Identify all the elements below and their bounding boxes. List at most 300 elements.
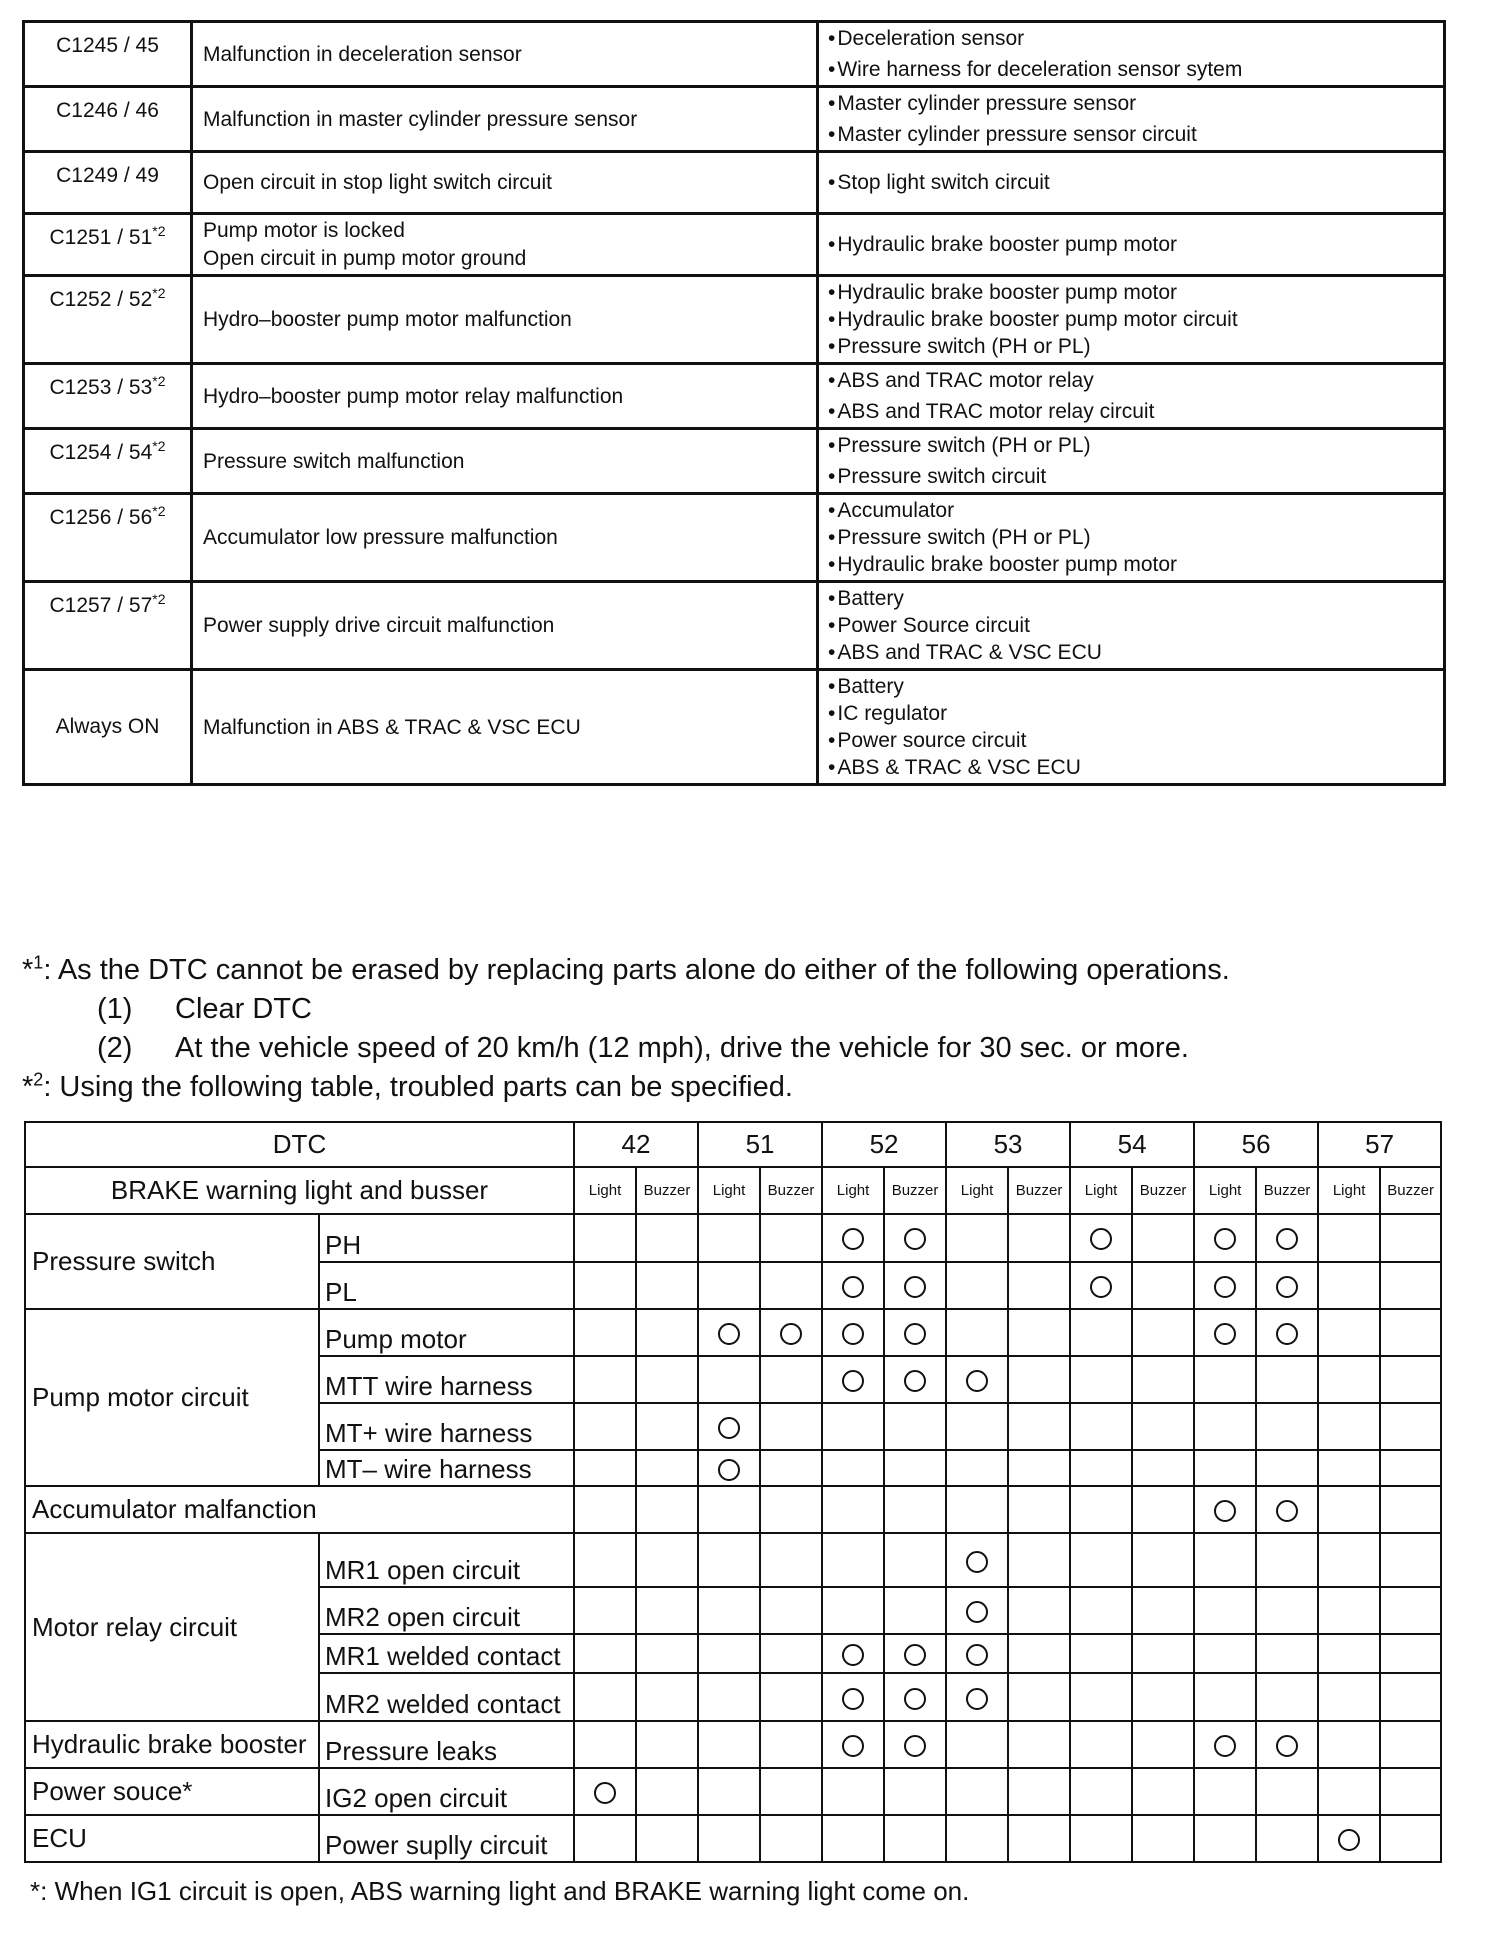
indicator-cell [1008,1486,1070,1533]
indicator-cell [1256,1450,1318,1487]
indicator-cell [946,1309,1008,1356]
indicator-cell [760,1815,822,1862]
component-item: Pump motor [319,1309,574,1356]
indicator-cell [760,1450,822,1487]
trouble-area-item: • Deceleration sensor [828,23,1443,54]
matrix-row [25,1533,1441,1587]
dtc-code: Always ON [55,715,160,738]
dtc-code-note-mark: *2 [152,438,166,454]
indicator-cell [1132,1768,1194,1815]
component-item: MTT wire harness [319,1356,574,1403]
indicator-cell [760,1486,822,1533]
light-label: Light [946,1167,1008,1214]
indicator-cell [1256,1262,1318,1309]
indicator-cell [636,1673,698,1721]
indicator-cell [1318,1486,1380,1533]
indicator-cell [698,1673,760,1721]
indicator-cell [574,1214,636,1262]
indicator-cell [1256,1673,1318,1721]
dtc-parts-cell [818,670,1445,785]
indicator-cell [884,1486,946,1533]
indicator-cell [884,1262,946,1309]
dtc-description: Hydro–booster pump motor malfunction [203,308,572,331]
indicator-cell [760,1214,822,1262]
dtc-row [24,214,1445,276]
indicator-cell [760,1768,822,1815]
indicator-cell [1070,1450,1132,1487]
circle-mark-icon [780,1323,802,1345]
indicator-cell [636,1486,698,1533]
indicator-cell [574,1486,636,1533]
indicator-cell [760,1634,822,1673]
indicator-cell [574,1533,636,1587]
trouble-area-item: • Pressure switch (PH or PL) [828,430,1443,461]
indicator-cell [1070,1309,1132,1356]
indicator-cell [1194,1815,1256,1862]
circle-mark-icon [842,1228,864,1250]
dtc-parts-cell [818,582,1445,670]
indicator-cell [884,1356,946,1403]
footnote: *: When IG1 circuit is open, ABS warning light and BRAKE warning light come on. [30,1876,970,1906]
trouble-area-item: • Hydraulic brake booster pump motor [828,229,1443,260]
indicator-cell [822,1721,884,1768]
indicator-cell [1070,1403,1132,1450]
circle-mark-icon [842,1323,864,1345]
indicator-cell [760,1533,822,1587]
dtc-description-cell [192,582,818,670]
indicator-cell [1194,1262,1256,1309]
step-2-text: At the vehicle speed of 20 km/h (12 mph), drive the vehicle for 30 sec. or more. [175,1032,1189,1064]
indicator-cell [636,1309,698,1356]
warning-header: BRAKE warning light and busser [25,1167,574,1214]
indicator-cell [1318,1450,1380,1487]
indicator-cell [1318,1214,1380,1262]
circle-mark-icon [904,1644,926,1666]
buzzer-label: Buzzer [1256,1167,1318,1214]
indicator-cell [1008,1309,1070,1356]
dtc-description-cell [192,22,818,87]
indicator-cell [946,1214,1008,1262]
indicator-cell [1194,1403,1256,1450]
trouble-area-item: • Pressure switch (PH or PL) [828,524,1443,551]
indicator-cell [698,1768,760,1815]
indicator-cell [1318,1634,1380,1673]
dtc-description: Pressure switch malfunction [203,449,465,473]
indicator-cell [1008,1634,1070,1673]
light-label: Light [1318,1167,1380,1214]
dtc-description-cell [192,494,818,582]
dtc-code: C1254 / 54 [49,441,153,464]
dtc-description-cell [192,364,818,429]
buzzer-label: Buzzer [884,1167,946,1214]
indicator-cell [946,1262,1008,1309]
trouble-area-item: • Hydraulic brake booster pump motor circuit [828,306,1443,333]
indicator-cell [1008,1533,1070,1587]
indicator-cell [1318,1587,1380,1634]
matrix-row [25,1721,1441,1768]
indicator-cell [1194,1486,1256,1533]
indicator-cell [1008,1214,1070,1262]
light-label: Light [574,1167,636,1214]
indicator-cell [1132,1309,1194,1356]
component-group: Pump motor circuit [25,1309,319,1487]
indicator-cell [760,1262,822,1309]
circle-mark-icon [594,1782,616,1804]
indicator-cell [574,1768,636,1815]
indicator-cell [1318,1815,1380,1862]
indicator-cell [574,1450,636,1487]
indicator-cell [822,1634,884,1673]
indicator-cell [574,1587,636,1634]
indicator-cell [574,1721,636,1768]
indicator-cell [884,1214,946,1262]
dtc-code-cell [24,494,192,582]
indicator-cell [822,1450,884,1487]
indicator-cell [1318,1309,1380,1356]
dtc-description: Malfunction in master cylinder pressure sensor [203,107,638,131]
trouble-area-item: • Battery [828,673,1443,700]
dtc-code-cell [24,670,192,785]
dtc-code-note-mark: *2 [152,223,166,239]
circle-mark-icon [1276,1500,1298,1522]
indicator-cell [760,1673,822,1721]
indicator-cell [574,1403,636,1450]
component-group: Motor relay circuit [25,1533,319,1721]
indicator-cell [698,1356,760,1403]
indicator-cell [636,1587,698,1634]
indicator-cell [760,1309,822,1356]
indicator-cell [1256,1486,1318,1533]
indicator-cell [1194,1356,1256,1403]
component-item: MR1 open circuit [319,1533,574,1587]
indicator-cell [1318,1403,1380,1450]
dtc-table [22,20,1446,786]
dtc-code-cell [24,429,192,494]
dtc-code: C1245 / 45 [56,34,159,57]
indicator-cell [1380,1673,1441,1721]
light-label: Light [1070,1167,1132,1214]
indicator-cell [1256,1309,1318,1356]
indicator-cell [822,1768,884,1815]
indicator-cell [884,1634,946,1673]
circle-mark-icon [904,1228,926,1250]
indicator-cell [884,1815,946,1862]
indicator-cell [822,1403,884,1450]
indicator-cell [822,1673,884,1721]
circle-mark-icon [718,1323,740,1345]
component-item: IG2 open circuit [319,1768,574,1815]
dtc-code-cell [24,22,192,87]
indicator-cell [1070,1673,1132,1721]
indicator-cell [822,1587,884,1634]
indicator-cell [1194,1587,1256,1634]
indicator-cell [1318,1262,1380,1309]
note-1 [22,954,1230,987]
indicator-cell [946,1356,1008,1403]
note-2 [22,1071,793,1104]
dtc-code-cell [24,582,192,670]
indicator-cell [884,1450,946,1487]
circle-mark-icon [1090,1228,1112,1250]
dtc-code-cell [24,276,192,364]
circle-mark-icon [966,1601,988,1623]
indicator-cell [1380,1403,1441,1450]
dtc-description-cell [192,276,818,364]
circle-mark-icon [1214,1500,1236,1522]
dtc-code-cell [24,152,192,214]
dtc-description: Power supply drive circuit malfunction [203,614,555,637]
trouble-area-item: • Master cylinder pressure sensor [828,88,1443,119]
component-item: MR1 welded contact [319,1634,574,1673]
indicator-cell [1070,1634,1132,1673]
dtc-code-header: 52 [822,1122,946,1167]
indicator-cell [760,1403,822,1450]
circle-mark-icon [904,1735,926,1757]
circle-mark-icon [842,1688,864,1710]
circle-mark-icon [718,1459,740,1481]
dtc-parts-cell [818,22,1445,87]
dtc-parts-cell [818,494,1445,582]
indicator-cell [1380,1214,1441,1262]
dtc-parts-cell [818,214,1445,276]
dtc-code-cell [24,364,192,429]
indicator-cell [822,1309,884,1356]
indicator-cell [698,1815,760,1862]
buzzer-label: Buzzer [760,1167,822,1214]
dtc-row [24,276,1445,364]
component-item: Power suplly circuit [319,1815,574,1862]
light-label: Light [1194,1167,1256,1214]
indicator-cell [636,1262,698,1309]
trouble-area-item: • Master cylinder pressure sensor circuit [828,119,1443,150]
buzzer-label: Buzzer [636,1167,698,1214]
dtc-code: C1257 / 57 [49,594,153,617]
indicator-cell [822,1262,884,1309]
circle-mark-icon [966,1551,988,1573]
indicator-cell [1070,1533,1132,1587]
component-group: Accumulator malfanction [25,1486,574,1533]
matrix-row [25,1815,1441,1862]
dtc-code-cell [24,214,192,276]
indicator-cell [822,1356,884,1403]
indicator-cell [1380,1533,1441,1587]
indicator-cell [698,1634,760,1673]
dtc-code-cell [24,87,192,152]
indicator-cell [1070,1262,1132,1309]
circle-mark-icon [1276,1735,1298,1757]
indicator-cell [1008,1673,1070,1721]
indicator-cell [1256,1815,1318,1862]
trouble-area-item: • Power source circuit [828,727,1443,754]
indicator-cell [636,1634,698,1673]
trouble-area-item: • ABS and TRAC motor relay circuit [828,396,1443,427]
dtc-description-cell [192,152,818,214]
dtc-description: Open circuit in stop light switch circuit [203,171,552,194]
trouble-area-item: • Hydraulic brake booster pump motor [828,551,1443,578]
indicator-cell [1132,1486,1194,1533]
indicator-cell [1194,1768,1256,1815]
indicator-cell [1380,1356,1441,1403]
indicator-cell [1070,1356,1132,1403]
buzzer-label: Buzzer [1008,1167,1070,1214]
indicator-cell [1132,1815,1194,1862]
dtc-table-body [24,22,1445,785]
indicator-cell [946,1450,1008,1487]
indicator-cell [946,1533,1008,1587]
indicator-cell [1008,1721,1070,1768]
indicator-cell [636,1815,698,1862]
component-item: PL [319,1262,574,1309]
circle-mark-icon [904,1370,926,1392]
note-2-mark: * [22,1071,34,1103]
indicator-cell [1132,1673,1194,1721]
dtc-code-note-mark: *2 [152,373,166,389]
dtc-row [24,152,1445,214]
indicator-cell [1256,1587,1318,1634]
dtc-description-cell [192,214,818,276]
indicator-cell [1008,1815,1070,1862]
indicator-cell [1132,1721,1194,1768]
indicator-cell [698,1309,760,1356]
indicator-cell [946,1634,1008,1673]
indicator-cell [1008,1356,1070,1403]
indicator-cell [698,1450,760,1487]
component-group: Pressure switch [25,1214,319,1309]
note-2-sup: 2 [33,1069,44,1090]
indicator-cell [698,1262,760,1309]
indicator-cell [1380,1721,1441,1768]
component-group: ECU [25,1815,319,1862]
indicator-cell [698,1587,760,1634]
circle-mark-icon [966,1688,988,1710]
light-label: Light [698,1167,760,1214]
indicator-cell [946,1587,1008,1634]
dtc-code: C1251 / 51 [49,226,153,249]
circle-mark-icon [1214,1735,1236,1757]
indicator-cell [1380,1309,1441,1356]
indicator-cell [1380,1634,1441,1673]
buzzer-label: Buzzer [1132,1167,1194,1214]
circle-mark-icon [842,1735,864,1757]
indicator-cell [636,1403,698,1450]
dtc-code: C1249 / 49 [56,164,159,187]
indicator-cell [1256,1768,1318,1815]
indicator-cell [1380,1587,1441,1634]
component-group: Power souce* [25,1768,319,1815]
indicator-cell [884,1721,946,1768]
component-item: MR2 open circuit [319,1587,574,1634]
dtc-code-note-mark: *2 [152,503,166,519]
indicator-cell [1132,1450,1194,1487]
circle-mark-icon [842,1644,864,1666]
indicator-cell [1070,1486,1132,1533]
indicator-cell [1380,1815,1441,1862]
component-item: MT– wire harness [319,1450,574,1487]
trouble-area-item: • Power Source circuit [828,612,1443,639]
indicator-cell [946,1486,1008,1533]
trouble-area-item: • Battery [828,585,1443,612]
circle-mark-icon [1276,1228,1298,1250]
indicator-cell [1194,1214,1256,1262]
matrix-body [25,1122,1441,1862]
trouble-area-item: • ABS and TRAC & VSC ECU [828,639,1443,666]
dtc-description: Hydro–booster pump motor relay malfunction [203,384,624,408]
component-item: MT+ wire harness [319,1403,574,1450]
note-1-step-1 [97,993,312,1026]
indicator-cell [1256,1634,1318,1673]
indicator-cell [1008,1403,1070,1450]
indicator-cell [698,1486,760,1533]
dtc-row [24,87,1445,152]
dtc-code-header: 53 [946,1122,1070,1167]
note-1-step-2 [97,1032,1189,1065]
dtc-description: Malfunction in deceleration sensor [203,42,522,66]
dtc-description: Malfunction in ABS & TRAC & VSC ECU [203,715,581,739]
dtc-row [24,22,1445,87]
indicator-cell [1256,1533,1318,1587]
circle-mark-icon [904,1276,926,1298]
indicator-cell [760,1356,822,1403]
trouble-area-item: • Hydraulic brake booster pump motor [828,279,1443,306]
dtc-code-header: 56 [1194,1122,1318,1167]
dtc-parts-cell [818,364,1445,429]
trouble-area-item: • Stop light switch circuit [828,167,1443,198]
indicator-cell [1070,1721,1132,1768]
dtc-parts-cell [818,429,1445,494]
dtc-parts-cell [818,152,1445,214]
circle-mark-icon [1338,1829,1360,1851]
component-group: Hydraulic brake booster [25,1721,319,1768]
indicator-cell [1194,1450,1256,1487]
indicator-cell [574,1634,636,1673]
indicator-cell [698,1533,760,1587]
light-label: Light [822,1167,884,1214]
indicator-cell [1318,1356,1380,1403]
indicator-cell [1008,1450,1070,1487]
indicator-cell [946,1815,1008,1862]
dtc-code-header: 54 [1070,1122,1194,1167]
indicator-cell [1318,1721,1380,1768]
indicator-cell [946,1673,1008,1721]
dtc-code-header: 42 [574,1122,698,1167]
trouble-area-item: • Wire harness for deceleration sensor sytem [828,54,1443,85]
indicator-cell [946,1721,1008,1768]
indicator-cell [884,1768,946,1815]
dtc-code: C1252 / 52 [49,288,153,311]
step-1-number: (1) [97,993,133,1025]
component-item: PH [319,1214,574,1262]
component-item: Pressure leaks [319,1721,574,1768]
note-1-mark: * [22,954,34,986]
note-1-sup: 1 [33,952,44,973]
circle-mark-icon [718,1417,740,1439]
trouble-area-item: • ABS & TRAC & VSC ECU [828,754,1443,781]
trouble-area-item: • Pressure switch (PH or PL) [828,333,1443,360]
indicator-cell [822,1815,884,1862]
note-2-text: : Using the following table, troubled parts can be specified. [43,1071,793,1103]
trouble-area-item: • Accumulator [828,497,1443,524]
indicator-cell [1132,1634,1194,1673]
indicator-cell [1132,1403,1194,1450]
indicator-cell [946,1768,1008,1815]
indicator-cell [1132,1214,1194,1262]
buzzer-label: Buzzer [1380,1167,1441,1214]
indicator-cell [884,1587,946,1634]
indicator-cell [946,1403,1008,1450]
dtc-description-cell [192,429,818,494]
indicator-cell [698,1721,760,1768]
circle-mark-icon [966,1370,988,1392]
